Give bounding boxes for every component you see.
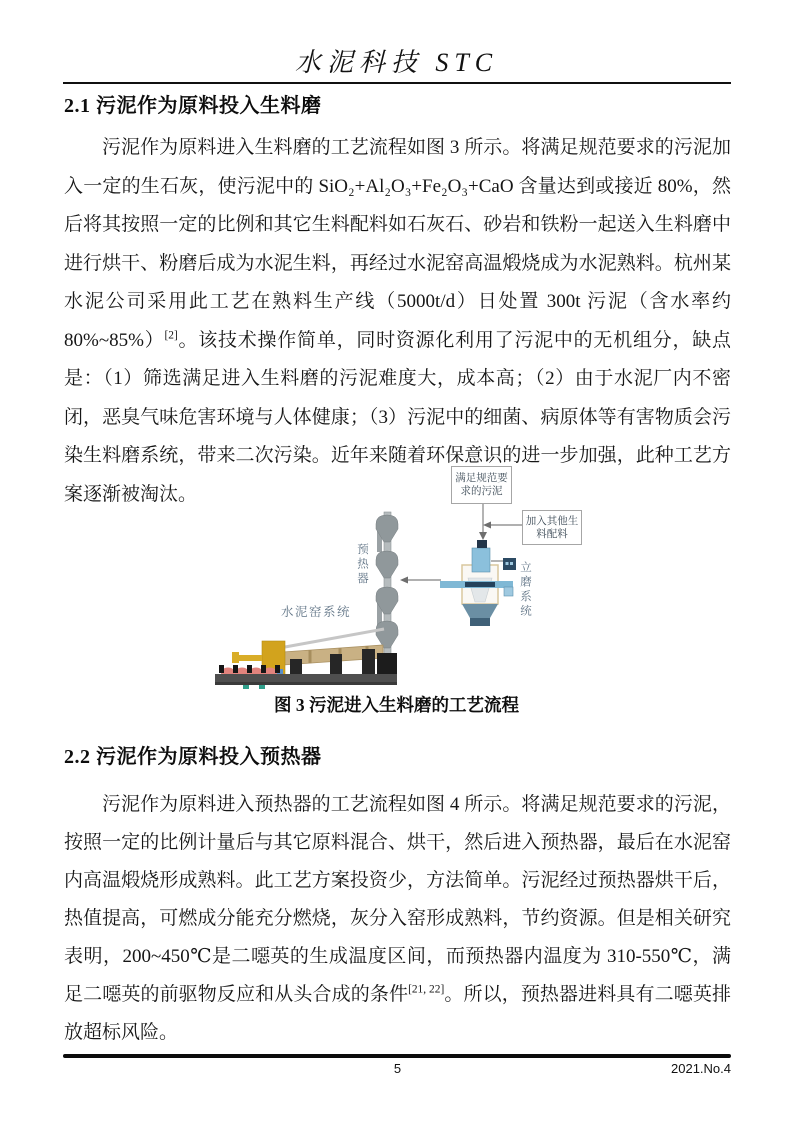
journal-title: 水泥科技 STC [294, 48, 499, 77]
figure-caption: 图 3 污泥进入生料磨的工艺流程 [274, 695, 519, 715]
figure-additives-box: 加入其他生料配料 [522, 510, 582, 545]
vertical-mill-illustration [440, 540, 516, 626]
preheater-label: 预热器 [356, 543, 368, 587]
preheater-tower-illustration [376, 512, 398, 656]
rotary-kiln-illustration [215, 629, 397, 689]
section-heading-2-1: 2.1 污泥作为原料投入生料磨 [64, 95, 322, 117]
paragraph-2-2: 污泥作为原料进入预热器的工艺流程如图 4 所示。将满足规范要求的污泥，按照一定的比例计量后与其它原料混合、烘干，然后进入预热器，最后在水泥窑内高温煅烧形成熟料。此工艺方案投资少，方法简单。污泥经过预热器烘干后，热值提高，可燃成分能充分燃烧，灰分入窑形成熟料，节约资源。但是相关研究表明，200~450℃是二噁英的生成温度区间，而预热器内温度为 310-550℃，满足二噁英的前驱物反应和从头合成的条件[21, 22]。所以，预热器进料具有二噁英排放超标风险。 [64, 794, 731, 1043]
process-flow-figure [215, 466, 607, 694]
header-rule [63, 82, 731, 84]
issue-label: 2021.No.4 [671, 1061, 731, 1076]
mill-system-label: 立磨系统 [519, 561, 531, 619]
page-number: 5 [393, 1061, 402, 1076]
figure-sludge-box: 满足规范要求的污泥 [451, 466, 512, 504]
kiln-system-label: 水泥窑系统 [281, 605, 352, 619]
footer-rule [63, 1054, 731, 1058]
process-diagram-illustration [215, 466, 607, 694]
section-heading-2-2: 2.2 污泥作为原料投入预热器 [64, 746, 322, 768]
paragraph-2-1: 污泥作为原料进入生料磨的工艺流程如图 3 所示。将满足规范要求的污泥加入一定的生石灰，使污泥中的 SiO₂+Al₂O₃+Fe₂O₃+CaO 含量达到或接近 80%，然后将其按照一定的比例和其它生料配料如石灰石、砂岩和铁粉一起送入生料磨中进行烘干、粉磨后成为水泥生料，再经过水泥窑高温煅烧成为水泥熟料。杭州某水泥公司采用此工艺在熟料生产线（5000t/d）日处置 300t 污泥（含水率约 80%~85%）[2]。该技术操作简单，同时资源化利用了污泥中的无机组分，缺点是：（1）筛选满足进入生料磨的污泥难度大，成本高；（2）由于水泥厂内不密闭，恶臭气味危害环境与人体健康；（3）污泥中的细菌、病原体等有害物质会污染生料磨系统，带来二次污染。近年来随着环保意识的进一步加强，此种工艺方案逐渐被淘汰。 [64, 137, 731, 505]
